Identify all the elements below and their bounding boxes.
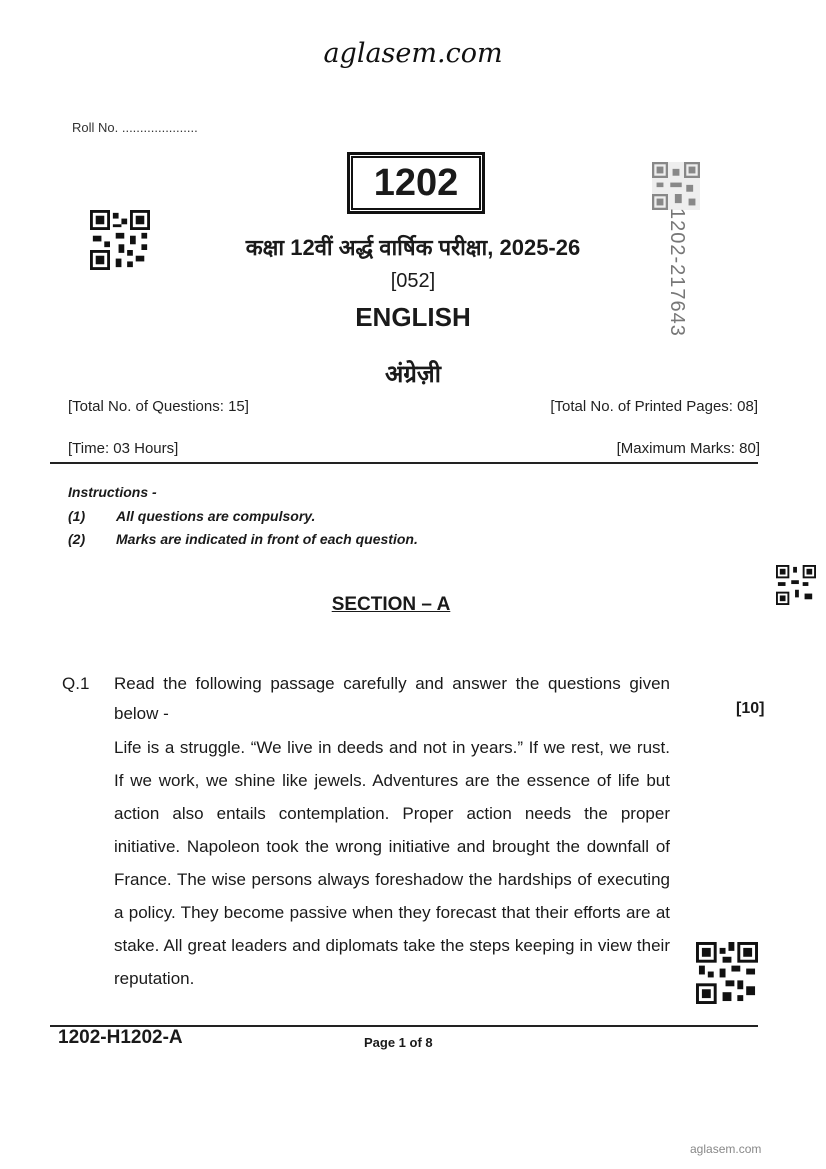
instructions-heading: Instructions -: [68, 484, 157, 500]
total-pages: [Total No. of Printed Pages: 08]: [550, 398, 758, 415]
maximum-marks: [Maximum Marks: 80]: [616, 440, 760, 457]
subject-title-hindi: अंग्रेज़ी: [385, 361, 441, 388]
subject-code: [052]: [390, 270, 436, 292]
divider: [50, 462, 758, 464]
aglasem-watermark-top: aglasem.com: [323, 38, 503, 69]
subject-title-english: ENGLISH: [355, 302, 471, 332]
qr-code-icon: [652, 162, 700, 210]
qr-code-icon: [696, 942, 758, 1004]
instruction-item: [68, 531, 418, 547]
qr-code-icon: [776, 565, 816, 605]
aglasem-watermark-bottom: aglasem.com: [690, 1142, 762, 1156]
question-marks: [10]: [736, 700, 765, 717]
question-intro: Read the following passage carefully and answer the questions given below -: [114, 674, 670, 723]
instruction-item: [68, 508, 315, 524]
roll-number-field: Roll No. .....................: [72, 120, 198, 135]
total-questions: [Total No. of Questions: 15]: [68, 398, 249, 415]
exam-title-hindi: कक्षा 12वीं अर्द्ध वार्षिक परीक्षा, 2025-26: [245, 235, 581, 260]
instruction-number: (2): [68, 531, 86, 547]
vertical-paper-code: 1202-217643: [666, 208, 688, 337]
page-number: Page 1 of 8: [364, 1035, 433, 1050]
passage-text: Life is a struggle. “We live in deeds and not in years.” If we rest, we rust. If we work, we shine like jewels. Adventures are the essence of life but action also entails contemplation. Proper action needs the proper initiative. Napoleon took the wrong initiative and brought the downfall of France. The wise persons always foreshadow the hardships of executing a policy. They become passive when they forecast that their efforts are at stake. All great leaders and diplomats take the steps keeping in view their reputation.: [114, 738, 670, 988]
footer-paper-code: 1202-H1202-A: [58, 1027, 183, 1048]
paper-code-box: 1202: [347, 152, 485, 214]
instruction-number: (1): [68, 508, 86, 524]
question-number: Q.1: [62, 674, 90, 693]
time-allowed: [Time: 03 Hours]: [68, 440, 179, 457]
section-title: SECTION – A: [331, 594, 451, 615]
instruction-text: All questions are compulsory.: [116, 508, 316, 524]
instruction-text: Marks are indicated in front of each question.: [116, 531, 418, 547]
